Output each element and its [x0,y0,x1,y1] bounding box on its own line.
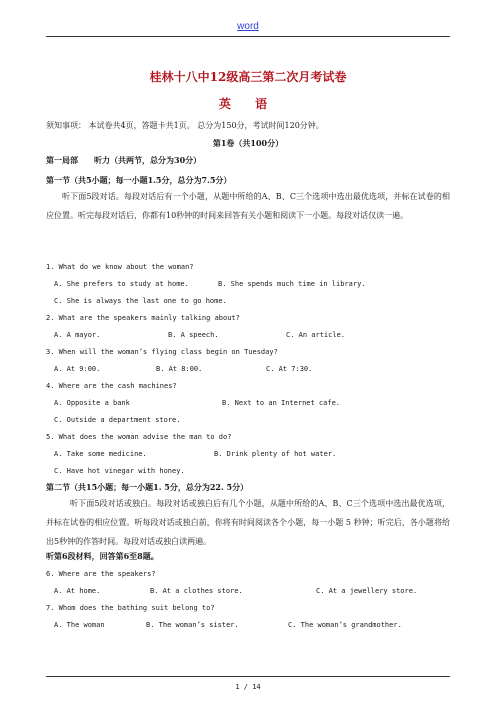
footer-divider [46,676,450,677]
volume-heading: 第1卷（共100分） [212,138,284,148]
part1-heading: 第一局部 听力（共两节，总分为30分） [46,155,202,165]
q5-option-a: A. Take some medicine. [54,450,147,458]
q7-option-a: A. The woman [54,621,105,629]
q6-option-c: C. At a jewellery store. [316,587,418,595]
question-3: 3. When will the woman’s flying class begin on Tuesday? [46,348,278,356]
q4-option-c: C. Outside a department store. [54,416,181,424]
section1-heading: 第一节（共5小题；每一小题1.5分，总分为7.5分） [46,175,232,185]
question-4: 4. Where are the cash machines? [46,382,177,390]
q1-option-a: A. She prefers to study at home. [54,280,189,288]
q2-option-a: A. A mayor. [54,331,101,339]
q3-option-c: C. At 7:30. [266,365,313,373]
notice-line: 须知事项： 本试卷共4页，答题卡共1页。 总分为150分，考试时间120分钟。 [46,121,324,130]
header-word-link[interactable]: word [237,21,259,32]
question-1: 1. What do we know about the woman? [46,263,194,271]
q6-option-b: B. At a clothes store. [150,587,243,595]
header-divider [46,36,450,37]
q4-option-b: B. Next to an Internet cafe. [222,399,341,407]
page-number: 1 / 14 [235,683,261,691]
question-2: 2. What are the speakers mainly talking about? [46,314,240,322]
q7-option-c: C. The woman’s grandmother. [288,621,402,629]
q2-option-c: C. An article. [286,331,346,339]
q3-option-b: B. At 8:00. [156,365,203,373]
q1-option-c: C. She is always the last one to go home. [54,297,227,305]
q5-option-c: C. Have hot vinegar with honey. [54,467,185,475]
section2-instructions: 听下面5段对话或独白。每段对话或独白后有几个小题，从题中所给的A、B、C三个选项中选出最优选项，并标在试卷的相应位置。听每段对话或独白前，你将有时间阅读各个小题，每一小题 5 秒钟；听完后，各小题将给出5秒钟的作答时间。每段对话或独白读两遍。 [46,499,450,546]
q5-option-b: B. Drink plenty of hot water. [214,450,337,458]
q4-option-a: A. Opposite a bank [54,399,130,407]
q6-option-a: A. At home. [54,587,101,595]
section2-heading: 第二节（共15小题；每一小题1. 5分，总分为22. 5分） [46,482,249,492]
q1-option-b: B. She spends much time in library. [218,280,366,288]
q2-option-b: B. A speech. [168,331,219,339]
question-6: 6. Where are the speakers? [46,570,156,578]
q3-option-a: A. At 9:00. [54,365,101,373]
question-7: 7. Whom does the bathing suit belong to? [46,604,215,612]
material6-heading: 听第6段材料，回答第6至8题。 [46,551,159,561]
exam-subject: 英 语 [218,97,278,111]
section1-instructions: 听下面5段对话。每段对话后有一个小题，从题中所给的A、B、C三个选项中选出最优选项，并标在试卷的相应位置。听完每段对话后，你都有10秒钟的时间来回答有关小题和阅读下一小题。每段对话仅读一遍。 [46,192,450,220]
question-5: 5. What does the woman advise the man to do? [46,433,232,441]
exam-title: 桂林十八中12级高三第二次月考试卷 [149,70,347,84]
q7-option-b: B. The woman’s sister. [146,621,239,629]
